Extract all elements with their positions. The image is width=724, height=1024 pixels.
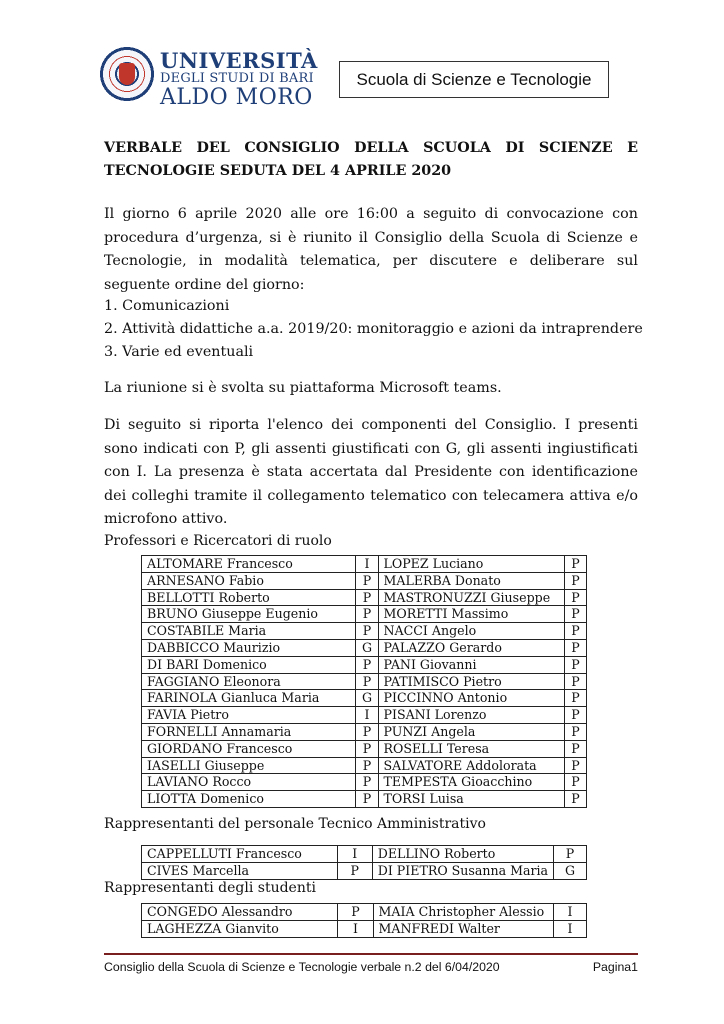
member-name: PUNZI Angela	[378, 723, 564, 740]
attendance-status: P	[564, 623, 586, 640]
attendance-status: P	[564, 589, 586, 606]
professors-table	[141, 555, 587, 808]
attendance-status: I	[553, 920, 586, 937]
member-name: ARNESANO Fabio	[142, 572, 356, 589]
seal-emblem	[119, 63, 135, 85]
member-name: PALAZZO Gerardo	[378, 639, 564, 656]
attendance-status: P	[564, 740, 586, 757]
attendance-status: G	[356, 690, 378, 707]
students-section-label: Rappresentanti degli studenti	[104, 880, 316, 896]
attendance-status: P	[356, 572, 378, 589]
attendance-row	[142, 920, 587, 937]
attendance-status: P	[564, 723, 586, 740]
member-name: ROSELLI Teresa	[378, 740, 564, 757]
member-name: DI BARI Domenico	[142, 656, 356, 673]
attendance-status: P	[564, 690, 586, 707]
attendance-row	[142, 623, 587, 640]
attendance-note: Di seguito si riporta l'elenco dei componenti del Consiglio. I presenti sono indicati con P, gli assenti giustificati con G, gli assenti ingiustificati con I. La presenza è stata accertata dal Presidente con identificazione dei colleghi tramite il collegamento telematico con telecamera attiva e/o microfono attivo.	[104, 417, 638, 528]
attendance-row	[142, 656, 587, 673]
member-name: ALTOMARE Francesco	[142, 556, 356, 573]
attendance-row	[142, 556, 587, 573]
attendance-row	[142, 572, 587, 589]
professors-section-label: Professori e Ricercatori di ruolo	[104, 533, 332, 549]
school-name-box: Scuola di Scienze e Tecnologie	[339, 61, 609, 98]
attendance-status: P	[564, 673, 586, 690]
attendance-status: I	[356, 556, 378, 573]
attendance-status: P	[564, 572, 586, 589]
member-name: FARINOLA Gianluca Maria	[142, 690, 356, 707]
member-name: DI PIETRO Susanna Maria	[372, 862, 553, 879]
platform-note: La riunione si è svolta su piattaforma Microsoft teams.	[104, 380, 502, 396]
agenda-list	[104, 295, 643, 364]
attendance-status: P	[564, 757, 586, 774]
attendance-status: P	[564, 791, 586, 808]
page-footer	[104, 960, 638, 974]
attendance-status: P	[564, 556, 586, 573]
attendance-row	[142, 707, 587, 724]
member-name: DELLINO Roberto	[372, 846, 553, 863]
attendance-row	[142, 791, 587, 808]
attendance-row	[142, 740, 587, 757]
attendance-status: I	[553, 904, 586, 921]
member-name: FAVIA Pietro	[142, 707, 356, 724]
attendance-row	[142, 589, 587, 606]
university-wordmark	[160, 50, 318, 110]
attendance-row	[142, 673, 587, 690]
attendance-row	[142, 904, 587, 921]
member-name: LAVIANO Rocco	[142, 774, 356, 791]
attendance-status: I	[337, 846, 372, 863]
attendance-row	[142, 639, 587, 656]
intro-paragraph: Il giorno 6 aprile 2020 alle ore 16:00 a seguito di convocazione con procedura d’urgenza, si è riunito il Consiglio della Scuola di Scienze e Tecnologie, in modalità telematica, per discutere e deliberare sul seguente ordine del giorno:	[104, 206, 638, 293]
attendance-status: P	[564, 639, 586, 656]
member-name: DABBICCO Maurizio	[142, 639, 356, 656]
footer-rule	[104, 953, 638, 955]
attendance-status: P	[337, 862, 372, 879]
attendance-status: I	[338, 920, 373, 937]
member-name: LAGHEZZA Gianvito	[142, 920, 338, 937]
technical-staff-section-label: Rappresentanti del personale Tecnico Amministrativo	[104, 816, 486, 832]
member-name: MANFREDI Walter	[373, 920, 553, 937]
member-name: PISANI Lorenzo	[378, 707, 564, 724]
attendance-status: P	[356, 623, 378, 640]
attendance-status: P	[356, 673, 378, 690]
member-name: GIORDANO Francesco	[142, 740, 356, 757]
attendance-status: P	[356, 757, 378, 774]
member-name: TEMPESTA Gioacchino	[378, 774, 564, 791]
page-number: Pagina1	[592, 960, 638, 974]
attendance-row	[142, 723, 587, 740]
member-name: BELLOTTI Roberto	[142, 589, 356, 606]
agenda-item: 3. Varie ed eventuali	[104, 344, 254, 360]
agenda-item: 1. Comunicazioni	[104, 298, 230, 314]
member-name: BRUNO Giuseppe Eugenio	[142, 606, 356, 623]
member-name: TORSI Luisa	[378, 791, 564, 808]
attendance-row	[142, 606, 587, 623]
attendance-status: P	[564, 656, 586, 673]
member-name: NACCI Angelo	[378, 623, 564, 640]
document-title: VERBALE DEL CONSIGLIO DELLA SCUOLA DI SCIENZE E TECNOLOGIE SEDUTA DEL 4 APRILE 2020	[104, 140, 638, 179]
attendance-status: G	[356, 639, 378, 656]
technical-staff-table	[141, 845, 587, 880]
attendance-status: P	[356, 723, 378, 740]
attendance-status: P	[356, 791, 378, 808]
member-name: FORNELLI Annamaria	[142, 723, 356, 740]
university-seal-logo	[97, 44, 157, 104]
member-name: LIOTTA Domenico	[142, 791, 356, 808]
attendance-status: P	[554, 846, 587, 863]
member-name: LOPEZ Luciano	[378, 556, 564, 573]
attendance-status: P	[356, 740, 378, 757]
attendance-status: P	[356, 774, 378, 791]
member-name: MAIA Christopher Alessio	[373, 904, 553, 921]
attendance-status: G	[554, 862, 587, 879]
member-name: MASTRONUZZI Giuseppe	[378, 589, 564, 606]
member-name: PICCINNO Antonio	[378, 690, 564, 707]
attendance-row	[142, 862, 587, 879]
member-name: IASELLI Giuseppe	[142, 757, 356, 774]
attendance-status: P	[338, 904, 373, 921]
member-name: MALERBA Donato	[378, 572, 564, 589]
member-name: CIVES Marcella	[142, 862, 338, 879]
member-name: MORETTI Massimo	[378, 606, 564, 623]
member-name: PATIMISCO Pietro	[378, 673, 564, 690]
attendance-status: I	[356, 707, 378, 724]
member-name: CONGEDO Alessandro	[142, 904, 338, 921]
attendance-status: P	[356, 606, 378, 623]
students-table	[141, 903, 587, 938]
university-name-line3: ALDO MORO	[160, 85, 313, 110]
attendance-row	[142, 774, 587, 791]
university-name-line1: UNIVERSITÀ	[160, 48, 318, 73]
attendance-row	[142, 757, 587, 774]
attendance-status: P	[356, 656, 378, 673]
member-name: COSTABILE Maria	[142, 623, 356, 640]
member-name: CAPPELLUTI Francesco	[142, 846, 338, 863]
member-name: SALVATORE Addolorata	[378, 757, 564, 774]
attendance-row	[142, 690, 587, 707]
member-name: PANI Giovanni	[378, 656, 564, 673]
attendance-status: P	[564, 707, 586, 724]
attendance-status: P	[564, 774, 586, 791]
attendance-row	[142, 846, 587, 863]
footer-document-ref: Consiglio della Scuola di Scienze e Tecnologie verbale n.2 del 6/04/2020	[104, 960, 500, 974]
member-name: FAGGIANO Eleonora	[142, 673, 356, 690]
attendance-status: P	[564, 606, 586, 623]
university-name-line2: DEGLI STUDI DI BARI	[160, 71, 314, 86]
agenda-item: 2. Attività didattiche a.a. 2019/20: monitoraggio e azioni da intraprendere	[104, 321, 643, 337]
attendance-status: P	[356, 589, 378, 606]
